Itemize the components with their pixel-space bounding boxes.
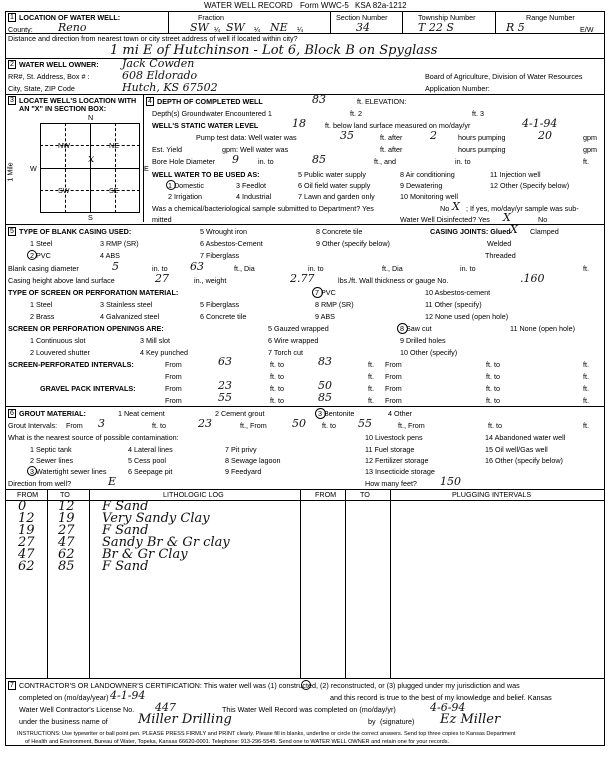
log-header-from: FROM (17, 490, 39, 499)
compass-n: N (88, 113, 94, 122)
int2b-ft: ft. (583, 372, 589, 381)
fraction-q3: ¼ (297, 25, 303, 34)
use-label: WELL WATER TO BE USED AS: (152, 170, 260, 179)
cert-circle-constructed (301, 680, 311, 690)
address-label: RR#, St. Address, Box # : (8, 72, 90, 81)
section-number-1: 1 (8, 13, 16, 22)
screen-asbestos[interactable]: 10 Asbestos-cement (425, 288, 491, 297)
casing-ft: ft. (583, 264, 589, 273)
township-value: T 22 S (418, 21, 454, 34)
owner-city: Hutch, KS 67502 (122, 81, 218, 94)
bore-in-to-2: in. to (455, 157, 471, 166)
casing-ft-dia-2: ft., Dia (382, 264, 403, 273)
contam-septic[interactable]: 1 Septic tank (30, 445, 72, 454)
log-row-3-from: 27 (18, 535, 35, 550)
casing-clamped: Clamped (530, 227, 559, 236)
groundwater-label: Depth(s) Groundwater Encountered 1 (152, 109, 272, 118)
sample-mitted: mitted (152, 215, 172, 224)
fraction-q2: ¼ (254, 25, 260, 34)
gp2b-ft-to: ft. to (486, 396, 500, 405)
use-lawn[interactable]: 7 Lawn and garden only (298, 192, 375, 201)
compass-s: S (88, 213, 93, 222)
casing-diameter: 5 (112, 260, 119, 273)
contam-label: What is the nearest source of possible contamination: (8, 433, 179, 442)
bore-to: 85 (312, 153, 326, 166)
log-row-1-desc: Very Sandy Clay (102, 511, 210, 526)
screen-none[interactable]: 12 None used (open hole) (425, 312, 509, 321)
pump-tail: hours pumping (458, 133, 506, 142)
cert-business: Miller Drilling (138, 712, 232, 727)
section-number-label: Section Number (336, 13, 388, 22)
log-row-4-from: 47 (18, 547, 35, 562)
grout-from-2: 50 (292, 417, 306, 430)
sample-x: X (452, 200, 460, 213)
contam-insecticide[interactable]: 13 Insecticide storage (365, 467, 435, 476)
gp1b-from-label: From (385, 384, 402, 393)
static-tail: ft. below land surface measured on mo/day/yr (325, 121, 471, 130)
casing-diameter-to: 63 (190, 260, 204, 273)
grout-from-label: From (66, 421, 83, 430)
grout-from: 3 (98, 417, 105, 430)
casing-gauge: .160 (520, 272, 545, 285)
screen-pvc[interactable]: 7 PVC (315, 288, 336, 297)
board-label: Board of Agriculture, Division of Water Resources (425, 72, 583, 81)
contam-seepage[interactable]: 6 Seepage pit (128, 467, 173, 476)
static-label: WELL'S STATIC WATER LEVEL (152, 121, 259, 130)
contam-feedyard[interactable]: 9 Feedyard (225, 467, 262, 476)
form-number: Form WWC-5 (300, 1, 349, 10)
direction-label: Direction from well? (8, 479, 72, 488)
pump-after: ft. after (380, 133, 403, 142)
grout-label: GROUT MATERIAL: (19, 409, 86, 418)
contam-lateral[interactable]: 4 Lateral lines (128, 445, 173, 454)
screen-rmp[interactable]: 8 RMP (SR) (315, 300, 354, 309)
cert-by: by (368, 717, 376, 726)
how-many-value: 150 (440, 475, 461, 488)
casing-wrought[interactable]: 5 Wrought iron (200, 227, 248, 236)
contam-livestock[interactable]: 10 Livestock pens (365, 433, 423, 442)
yield-tail: hours pumping (458, 145, 506, 154)
gp1-ft: ft. (368, 384, 374, 393)
sample-question: Was a chemical/bacteriological sample submitted to Department? Yes (152, 204, 374, 213)
static-date: 4-1-94 (522, 117, 558, 130)
gp1b-ft: ft. (583, 384, 589, 393)
section-number-3: 3 (8, 96, 16, 105)
grout-bentonite[interactable]: 3 Bentonite (318, 409, 355, 418)
section-number-2: 2 (8, 60, 16, 69)
casing-label: TYPE OF BLANK CASING USED: (19, 227, 132, 236)
gp2-from: 55 (218, 391, 232, 404)
cert-date-1: 4-1-94 (110, 689, 146, 702)
city-label: City, State, ZIP Code (8, 84, 75, 93)
gp1b-ft-to: ft. to (486, 384, 500, 393)
contam-sewer[interactable]: 2 Sewer lines (30, 456, 74, 465)
screen-abs[interactable]: 9 ABS (315, 312, 335, 321)
disinfected-no: No (538, 215, 548, 224)
quadrant-ne: NE (109, 141, 119, 150)
opening-gauzed[interactable]: 5 Gauzed wrapped (268, 324, 329, 333)
use-injection[interactable]: 11 Injection well (490, 170, 541, 179)
county-value: Reno (58, 21, 87, 34)
int2-ft-to: ft. to (270, 372, 284, 381)
yield-after: ft. after (380, 145, 403, 154)
use-monitoring[interactable]: 10 Monitoring well (400, 192, 458, 201)
section-number-7: 7 (8, 681, 16, 690)
how-many-label: How many feet? (365, 479, 417, 488)
owner-address: 608 Eldorado (122, 69, 198, 82)
use-other[interactable]: 12 Other (Specify below) (490, 181, 570, 190)
casing-asbestos[interactable]: 6 Asbestos-Cement (200, 239, 263, 248)
casing-lbs: lbs./ft. Wall thickness or gauge No. (338, 276, 449, 285)
section-number-4: 4 (146, 97, 154, 106)
grout-ft-from-2: ft., From (398, 421, 425, 430)
opening-torch[interactable]: 7 Torch cut (268, 348, 304, 357)
log-row-0-to: 12 (58, 499, 75, 514)
log-header-plugging: PLUGGING INTERVALS (452, 490, 532, 499)
use-feedlot[interactable]: 3 Feedlot (236, 181, 266, 190)
cert-line-3b: This Water Well Record was completed on (mo/day/yr) (222, 705, 396, 714)
location-label: LOCATION OF WATER WELL: (19, 13, 121, 22)
contam-oilwell[interactable]: 15 Oil well/Gas well (485, 445, 548, 454)
use-dewatering[interactable]: 9 Dewatering (400, 181, 443, 190)
opening-key[interactable]: 4 Key punched (140, 348, 188, 357)
elevation-label: ft. ELEVATION: (357, 97, 407, 106)
cert-line-1: CONTRACTOR'S OR LANDOWNER'S CERTIFICATION: This water well was (1) constructed, (2) reconstructed, or (3) plugged under my jurisdiction and was (19, 681, 520, 690)
casing-diameter-label: Blank casing diameter (8, 264, 79, 273)
distance-label: Distance and direction from nearest town or city street address of well if located within city? (8, 34, 298, 43)
casing-height-label: Casing height above land surface (8, 276, 115, 285)
int2b-from-label: From (385, 372, 402, 381)
bore-label: Bore Hole Diameter (152, 157, 216, 166)
depth-value: 83 (312, 93, 326, 106)
cert-signature-label: (signature) (380, 717, 415, 726)
application-label: Application Number: (425, 84, 490, 93)
screen-galvanized[interactable]: 4 Galvanized steel (100, 312, 160, 321)
gp1-ft-to: ft. to (270, 384, 284, 393)
use-public[interactable]: 5 Public water supply (298, 170, 366, 179)
int2b-ft-to: ft. to (486, 372, 500, 381)
distance-value: 1 mi E of Hutchinson - Lot 6, Block B on Spyglass (110, 43, 438, 58)
pump-hours: 2 (430, 129, 437, 142)
casing-in-to: in. to (152, 264, 168, 273)
gp2-ft: ft. (368, 396, 374, 405)
int1-ft-from: ft. (368, 360, 374, 369)
screen-other[interactable]: 11 Other (specify) (425, 300, 482, 309)
screen-concrete[interactable]: 6 Concrete tile (200, 312, 247, 321)
casing-threaded: Threaded (485, 251, 516, 260)
int1-to: 83 (318, 355, 332, 368)
contam-watertight[interactable]: 3 Watertight sewer lines (30, 467, 107, 476)
int1-ft-to: ft. to (270, 360, 284, 369)
cert-license: 447 (155, 701, 176, 714)
contam-fuel[interactable]: 11 Fuel storage (365, 445, 415, 454)
pump-label: Pump test data: Well water was (196, 133, 297, 142)
cert-signature: Ez Miller (440, 712, 501, 727)
gp1-from: 23 (218, 379, 232, 392)
intervals-label: SCREEN-PERFORATED INTERVALS: (8, 360, 134, 369)
opening-other[interactable]: 10 Other (specify) (400, 348, 458, 357)
casing-weight: 2.77 (290, 272, 315, 285)
int1b-ft-to: ft. to (486, 360, 500, 369)
pump-gpm: 20 (538, 129, 552, 142)
section-number-6: 6 (8, 409, 16, 418)
casing-fiberglass[interactable]: 7 Fiberglass (200, 251, 240, 260)
casing-joints-x: X (510, 223, 518, 236)
use-irrigation[interactable]: 2 Irrigation (168, 192, 202, 201)
use-oilfield[interactable]: 6 Oil field water supply (298, 181, 371, 190)
casing-steel[interactable]: 1 Steel (30, 239, 53, 248)
grout-ft-to-3: ft. to (488, 421, 502, 430)
log-header-from-2: FROM (315, 490, 337, 499)
locate-label: LOCATE WELL'S LOCATION WITH (19, 96, 137, 105)
use-industrial[interactable]: 4 Industrial (236, 192, 272, 201)
gp2b-ft: ft. (583, 396, 589, 405)
form-title: WATER WELL RECORD (204, 1, 293, 10)
casing-concrete[interactable]: 8 Concrete tile (316, 227, 363, 236)
grout-ft-to: ft. to (152, 421, 166, 430)
casing-abs[interactable]: 4 ABS (100, 251, 120, 260)
screen-brass[interactable]: 2 Brass (30, 312, 55, 321)
range-direction: E/W (580, 25, 594, 34)
use-air[interactable]: 8 Air conditioning (400, 170, 455, 179)
mile-label: 1 Mile (5, 162, 15, 182)
grout-to: 23 (198, 417, 212, 430)
log-row-2-to: 27 (58, 523, 75, 538)
int1-from: 63 (218, 355, 232, 368)
instructions-2: of Health and Environment, Bureau of Water, Topeka, Kansas 66620-0001. Telephone: 913-296-5545. Send one to WATER WELL OWNER and retain one for your records. (25, 739, 450, 745)
casing-other[interactable]: 9 Other (specify below) (316, 239, 390, 248)
disinfected-label: Water Well Disinfected? Yes (400, 215, 490, 224)
screen-steel[interactable]: 1 Steel (30, 300, 53, 309)
log-row-4-to: 62 (58, 547, 75, 562)
range-value: R 5 (506, 21, 525, 34)
cert-line-2a: completed on (mo/day/year) (19, 693, 109, 702)
gp2-ft-to: ft. to (270, 396, 284, 405)
opening-mill[interactable]: 3 Mill slot (140, 336, 170, 345)
sample-tail: ; If yes, mo/day/yr sample was sub- (466, 204, 579, 213)
screen-fiberglass[interactable]: 5 Fiberglass (200, 300, 240, 309)
casing-ft-dia: ft., Dia (234, 264, 255, 273)
log-row-3-to: 47 (58, 535, 75, 550)
owner-label: WATER WELL OWNER: (19, 60, 99, 69)
cert-line-2b: and this record is true to the best of my knowledge and belief. Kansas (330, 693, 552, 702)
screen-stainless[interactable]: 3 Stainless steel (100, 300, 153, 309)
fraction-q1: ¼ (214, 25, 220, 34)
opening-saw[interactable]: 8 Saw cut (400, 324, 432, 333)
casing-height: 27 (155, 272, 169, 285)
gp1-to: 50 (318, 379, 332, 392)
log-row-2-from: 19 (18, 523, 35, 538)
sample-no: No (440, 204, 450, 213)
openings-label: SCREEN OR PERFORATION OPENINGS ARE: (8, 324, 164, 333)
grout-neat[interactable]: 1 Neat cement (118, 409, 165, 418)
groundwater-ft3: ft. 3 (472, 109, 484, 118)
log-row-5-from: 62 (18, 559, 35, 574)
casing-in-to-2: in. to (308, 264, 324, 273)
log-row-1-from: 12 (18, 511, 35, 526)
compass-w: W (30, 164, 37, 173)
opening-louvered[interactable]: 2 Louvered shutter (30, 348, 90, 357)
use-domestic[interactable]: 1 Domestic (168, 181, 204, 190)
grout-ft: ft. (583, 421, 589, 430)
log-row-1-to: 19 (58, 511, 75, 526)
township-label: Township Number (418, 13, 476, 22)
log-header-lithologic: LITHOLOGIC LOG (163, 490, 224, 499)
log-row-5-to: 85 (58, 559, 75, 574)
casing-pvc[interactable]: 2 PVC (30, 251, 51, 260)
disinfected-x: X (503, 211, 511, 224)
quadrant-sw: SW (58, 186, 70, 195)
int1b-from-label: From (385, 360, 402, 369)
gravel-label: GRAVEL PACK INTERVALS: (40, 384, 136, 393)
casing-welded: Welded (487, 239, 512, 248)
contam-lagoon[interactable]: 8 Sewage lagoon (225, 456, 281, 465)
range-label: Range Number (526, 13, 575, 22)
casing-joints: CASING JOINTS: Glued (430, 227, 511, 236)
county-label: County: (8, 25, 33, 34)
opening-drilled[interactable]: 9 Drilled holes (400, 336, 446, 345)
static-value: 18 (292, 117, 306, 130)
groundwater-ft2: ft. 2 (350, 109, 362, 118)
grout-ft-from: ft., From (240, 421, 267, 430)
fraction-2: SW (226, 21, 245, 34)
log-row-2-desc: F Sand (102, 523, 149, 538)
fraction-3: NE (270, 21, 288, 34)
locate-label-2: AN "X" IN SECTION BOX: (19, 104, 107, 113)
int2-from-label: From (165, 372, 182, 381)
grout-cement[interactable]: 2 Cement grout (215, 409, 265, 418)
bore-in-to: in. to (258, 157, 274, 166)
int2-ft: ft. (368, 372, 374, 381)
direction-value: E (108, 475, 117, 488)
gp2-from-label: From (165, 396, 182, 405)
yield-mid: gpm: Well water was (222, 145, 289, 154)
contam-fertilizer[interactable]: 12 Fertilizer storage (365, 456, 429, 465)
quadrant-se: SE (109, 186, 119, 195)
casing-in-to-3: in. to (460, 264, 476, 273)
casing-rmp[interactable]: 3 RMP (SR) (100, 239, 139, 248)
gp2-to: 85 (318, 391, 332, 404)
owner-name: Jack Cowden (122, 57, 195, 70)
contam-other[interactable]: 16 Other (specify below) (485, 456, 563, 465)
ksa-number: KSA 82a-1212 (355, 1, 407, 10)
depth-label: DEPTH OF COMPLETED WELL (157, 97, 263, 106)
gp2b-from-label: From (385, 396, 402, 405)
log-header-to-2: TO (360, 490, 370, 499)
contam-abandoned[interactable]: 14 Abandoned water well (485, 433, 566, 442)
instructions-1: INSTRUCTIONS: Use typewriter or ball point pen. PLEASE PRESS FIRMLY and PRINT clearly. Please fill in blanks, underline or circle the correct answers. Send top three copies to Kansas Department (17, 731, 516, 737)
compass-e: E (144, 164, 149, 173)
int1b-ft: ft. (583, 360, 589, 369)
opening-continuous[interactable]: 1 Continuous slot (30, 336, 86, 345)
cert-date-2: 4-6-94 (430, 701, 466, 714)
bore-value: 9 (232, 153, 239, 166)
yield-label: Est. Yield (152, 145, 182, 154)
grout-ft-to-2: ft. to (322, 421, 336, 430)
cert-line-3a: Water Well Contractor's License No. (19, 705, 135, 714)
grout-intervals-label: Grout Intervals: (8, 421, 58, 430)
quadrant-nw: NW (58, 141, 70, 150)
contam-cess[interactable]: 5 Cess pool (128, 456, 166, 465)
pump-gpm-unit: gpm (583, 133, 597, 142)
section-number-value: 34 (356, 21, 370, 34)
grout-other[interactable]: 4 Other (388, 409, 412, 418)
pump-value: 35 (340, 129, 354, 142)
opening-wire[interactable]: 6 Wire wrapped (268, 336, 319, 345)
contam-privy[interactable]: 7 Pit privy (225, 445, 257, 454)
log-row-3-desc: Sandy Br & Gr clay (102, 535, 230, 550)
yield-gpm-unit: gpm (583, 145, 597, 154)
cert-line-4a: under the business name of (19, 717, 108, 726)
bore-ft-and: ft., and (374, 157, 396, 166)
log-row-0-from: 0 (18, 499, 27, 514)
opening-none[interactable]: 11 None (open hole) (510, 324, 575, 333)
log-row-5-desc: F Sand (102, 559, 149, 574)
section-number-5: 5 (8, 227, 16, 236)
casing-in-weight: in., weight (194, 276, 227, 285)
grout-to-2: 55 (358, 417, 372, 430)
log-header-to: TO (60, 490, 70, 499)
log-row-4-desc: Br & Gr Clay (102, 547, 188, 562)
well-location-mark: x (88, 152, 95, 165)
log-row-0-desc: F Sand (102, 499, 149, 514)
int1-from-label: From (165, 360, 182, 369)
screen-label: TYPE OF SCREEN OR PERFORATION MATERIAL: (8, 288, 179, 297)
gp1-from-label: From (165, 384, 182, 393)
bore-ft: ft. (583, 157, 589, 166)
fraction-label: Fraction (198, 13, 224, 22)
fraction-1: SW (190, 21, 209, 34)
